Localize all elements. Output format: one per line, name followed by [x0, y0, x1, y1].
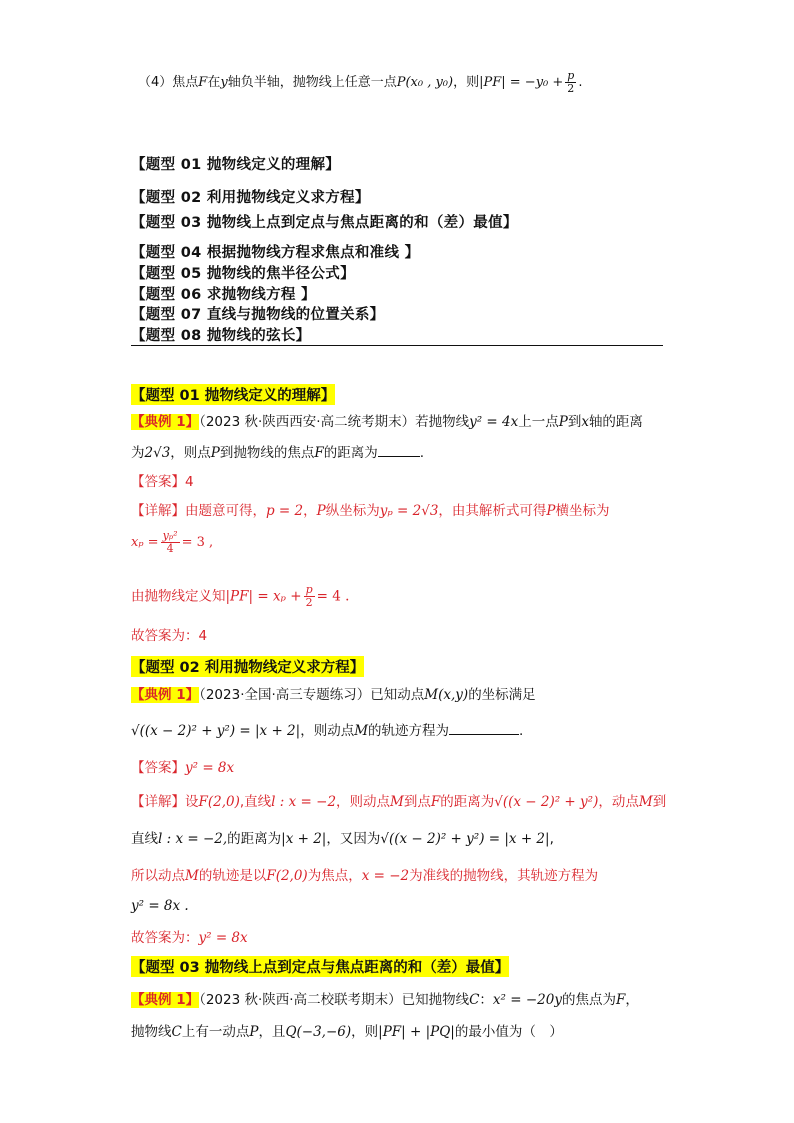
sec1-d1-P2: P — [546, 503, 556, 519]
intro-frac-den: 2 — [567, 82, 575, 95]
sec3-q1-C: C — [469, 992, 480, 1008]
sec2-d1f: ，动点 — [598, 794, 639, 810]
section-2-heading: 【题型 02 利用抛物线定义求方程】 — [131, 656, 364, 677]
sec2-detail-line3 — [131, 864, 598, 884]
intro-frac-num: p — [567, 69, 575, 82]
sec1-q1-x: x — [581, 414, 589, 430]
toc-item-3: 【题型 03 抛物线上点到定点与焦点距离的和（差）最值】 — [131, 215, 518, 231]
sec3-q2-C: C — [171, 1024, 182, 1040]
sec2-d3b: 的轨迹是以 — [198, 868, 267, 884]
sec2-d1-M2: M — [638, 794, 653, 810]
toc-item-2: 【题型 02 利用抛物线定义求方程】 — [131, 190, 370, 206]
intro-mid3: ，则 — [453, 75, 480, 90]
sec1-d1-yp: yₚ = 2√3 — [379, 503, 439, 519]
toc-item-5: 【题型 05 抛物线的焦半径公式】 — [131, 266, 355, 282]
sec1-d3-eq: |PF| = xₚ + — [225, 588, 302, 605]
sec2-q2-eq: √((x − 2)² + y²) = |x + 2| — [131, 723, 301, 739]
sec2-d2d: , — [549, 831, 554, 847]
sec2-final-a: 故答案为： — [131, 930, 199, 946]
sec2-answer-tag: 【答案】 — [131, 760, 185, 776]
toc-item-1: 【题型 01 抛物线定义的理解】 — [131, 157, 341, 173]
intro-rhs: = −y₀ + — [509, 75, 564, 90]
intro-mid2: 轴负半轴，抛物线上任意一点 — [227, 75, 397, 90]
sec3-q1c: 的焦点为 — [561, 992, 616, 1008]
sec1-q2a: 为 — [131, 445, 145, 461]
sec1-detail-line2 — [131, 530, 213, 555]
sec1-q1b: 上一点 — [518, 414, 559, 430]
sec2-d3-F: F(2,0) — [266, 868, 308, 884]
sec2-d3d: 为准线的抛物线，其轨迹方程为 — [409, 868, 599, 884]
sec1-answer-line — [131, 470, 194, 490]
sec3-q2b: 上有一动点 — [181, 1024, 250, 1040]
sec1-d1-P: P — [316, 503, 326, 519]
sec2-d1g: 到 — [652, 794, 667, 810]
sec1-detail-line3 — [131, 584, 349, 609]
sec1-detail-tag: 【详解】 — [131, 503, 185, 519]
sec2-d1-F2: F — [430, 794, 441, 810]
sec1-q1-P: P — [558, 414, 568, 430]
sec1-example-tag: 【典例 1】 — [131, 414, 200, 430]
sec2-final-answer — [131, 926, 248, 946]
intro-mid1: 在 — [207, 75, 221, 90]
sec3-q2a: 抛物线 — [131, 1024, 172, 1040]
sec1-q1c: 到 — [567, 414, 582, 430]
sec2-q1b: 的坐标满足 — [468, 687, 536, 703]
sec1-d1-p: p = 2 — [266, 503, 304, 519]
sec1-d3-den: 2 — [305, 596, 313, 609]
sec2-d2c: ，又因为 — [326, 831, 381, 847]
intro-PF: |PF| — [479, 75, 506, 90]
sec2-d2-abs: |x + 2| — [281, 831, 327, 847]
sec1-answer-blank — [378, 456, 420, 457]
sec2-d1c: ，则动点 — [336, 794, 391, 810]
sec2-example-tag: 【典例 1】 — [131, 687, 200, 703]
sec2-d1-l: l : x = −2 — [271, 794, 337, 810]
sec3-q2d: ，则 — [351, 1024, 379, 1040]
intro-line — [138, 70, 582, 95]
sec2-d2b: 的距离为 — [227, 831, 282, 847]
sec2-d1a: 设 — [185, 794, 199, 810]
sec1-d1a: 由题意可得， — [185, 503, 266, 519]
toc-item-7: 【题型 07 直线与抛物线的位置关系】 — [131, 307, 385, 323]
sec1-question-line1 — [131, 410, 643, 430]
sec1-final-answer: 故答案为：4 — [131, 628, 208, 644]
sec2-d1-dist: √((x − 2)² + y²) — [494, 794, 599, 810]
sec2-detail-line4: y² = 8x . — [131, 898, 189, 914]
sec2-d3a: 所以动点 — [131, 868, 185, 884]
sec2-d1-F: F(2,0) — [198, 794, 240, 810]
sec3-question-line2 — [131, 1020, 563, 1040]
sec2-question-line1 — [131, 683, 536, 703]
sec1-d3-num: p — [305, 583, 313, 596]
sec3-q1-eq: x² = −20y — [492, 992, 562, 1008]
sec1-q1a: （2023 秋·陕西西安·高二统考期末）若抛物线 — [199, 414, 470, 430]
sec2-d2-l: l : x = −2, — [158, 831, 228, 847]
sec1-q2-val: 2√3 — [144, 445, 171, 461]
sec1-d2-fraction — [161, 530, 180, 555]
sec1-d2-num: yₚ² — [162, 529, 178, 542]
sec1-d1e: 横坐标为 — [555, 503, 610, 519]
sec1-question-line2 — [131, 441, 424, 461]
sec2-detail-tag: 【详解】 — [131, 794, 185, 810]
sec3-example-tag: 【典例 1】 — [131, 992, 200, 1008]
sec2-d1-M: M — [390, 794, 404, 810]
sec1-detail-line1 — [131, 499, 610, 519]
toc-divider — [131, 345, 663, 346]
sec2-question-line2 — [131, 719, 523, 739]
sec2-d2-eq: √((x − 2)² + y²) = |x + 2| — [380, 831, 550, 847]
intro-fraction — [565, 70, 576, 95]
sec2-d3-x: x = −2 — [361, 868, 410, 884]
sec2-detail-line2 — [131, 827, 554, 847]
toc-item-4: 【题型 04 根据抛物线方程求焦点和准线 】 — [131, 245, 420, 261]
sec1-d1c: 纵坐标为 — [325, 503, 380, 519]
sec1-q1-eq: y² = 4x — [469, 414, 519, 430]
sec1-q2c: 到抛物线的焦点 — [219, 445, 315, 461]
sec2-answer: y² = 8x — [185, 760, 235, 776]
sec1-q2b: ，则点 — [170, 445, 211, 461]
sec2-d1d: 到点 — [403, 794, 431, 810]
sec3-q1b: ： — [479, 992, 493, 1008]
sec1-d1b: ， — [303, 503, 317, 519]
sec2-final-eq: y² = 8x — [198, 930, 248, 946]
sec2-q1a: （2023·全国·高三专题练习）已知动点 — [199, 687, 425, 703]
sec1-q2-F: F — [314, 445, 324, 461]
sec3-q2-expr: |PF| + |PQ| — [378, 1024, 455, 1040]
sec2-answer-line — [131, 756, 234, 776]
sec1-q2d: 的距离为 — [323, 445, 378, 461]
sec2-q2b: ，则动点 — [300, 723, 355, 739]
sec1-d3-rhs: = 4 . — [316, 588, 350, 605]
sec2-detail-line1 — [131, 790, 666, 810]
sec2-q2c: 的轨迹方程为 — [368, 723, 450, 739]
intro-prefix: （4）焦点 — [138, 75, 199, 90]
sec2-d2a: 直线 — [131, 831, 158, 847]
sec2-d1b: ,直线 — [239, 794, 272, 810]
sec1-answer: 4 — [185, 474, 194, 490]
sec1-q2e: . — [419, 445, 425, 461]
sec1-q1d: 轴的距离 — [588, 414, 643, 430]
sec2-d3-M: M — [185, 868, 199, 884]
sec3-q2-Q: Q(−3,−6) — [285, 1024, 352, 1040]
intro-point: P(x₀ , y₀) — [396, 75, 454, 90]
sec1-d1d: ，由其解析式可得 — [438, 503, 547, 519]
sec2-q2-M: M — [354, 723, 369, 739]
sec1-d2-lhs: xₚ = — [131, 535, 159, 550]
sec2-answer-blank — [449, 734, 519, 735]
sec3-q1-F: F — [615, 992, 626, 1008]
sec2-q1-M: M(x,y) — [424, 687, 469, 703]
sec1-d3-fraction — [304, 584, 315, 609]
sec1-d2-rhs: = 3 , — [181, 535, 214, 550]
sec1-d2-den: 4 — [166, 542, 174, 555]
sec3-q2-P: P — [249, 1024, 259, 1040]
sec2-q2d: . — [519, 723, 524, 739]
section-1-heading: 【题型 01 抛物线定义的理解】 — [131, 384, 335, 405]
toc-item-6: 【题型 06 求抛物线方程 】 — [131, 287, 316, 303]
sec1-q2-P: P — [210, 445, 220, 461]
intro-end: . — [578, 75, 583, 90]
sec3-question-line1 — [131, 988, 639, 1008]
sec3-q1a: （2023 秋·陕西·高二校联考期末）已知抛物线 — [199, 992, 470, 1008]
sec1-answer-tag: 【答案】 — [131, 474, 185, 490]
sec3-q2e: 的最小值为（ ） — [454, 1024, 563, 1040]
intro-F: F — [198, 75, 208, 90]
intro-y: y — [220, 75, 228, 90]
sec1-d3a: 由抛物线定义知 — [131, 588, 226, 605]
sec3-q1d: ， — [625, 992, 639, 1008]
section-3-heading: 【题型 03 抛物线上点到定点与焦点距离的和（差）最值】 — [131, 956, 509, 977]
toc-item-8: 【题型 08 抛物线的弦长】 — [131, 328, 311, 344]
sec2-d1e: 的距离为 — [440, 794, 495, 810]
sec3-q2c: ，且 — [258, 1024, 286, 1040]
sec2-d3c: 为焦点， — [307, 868, 362, 884]
